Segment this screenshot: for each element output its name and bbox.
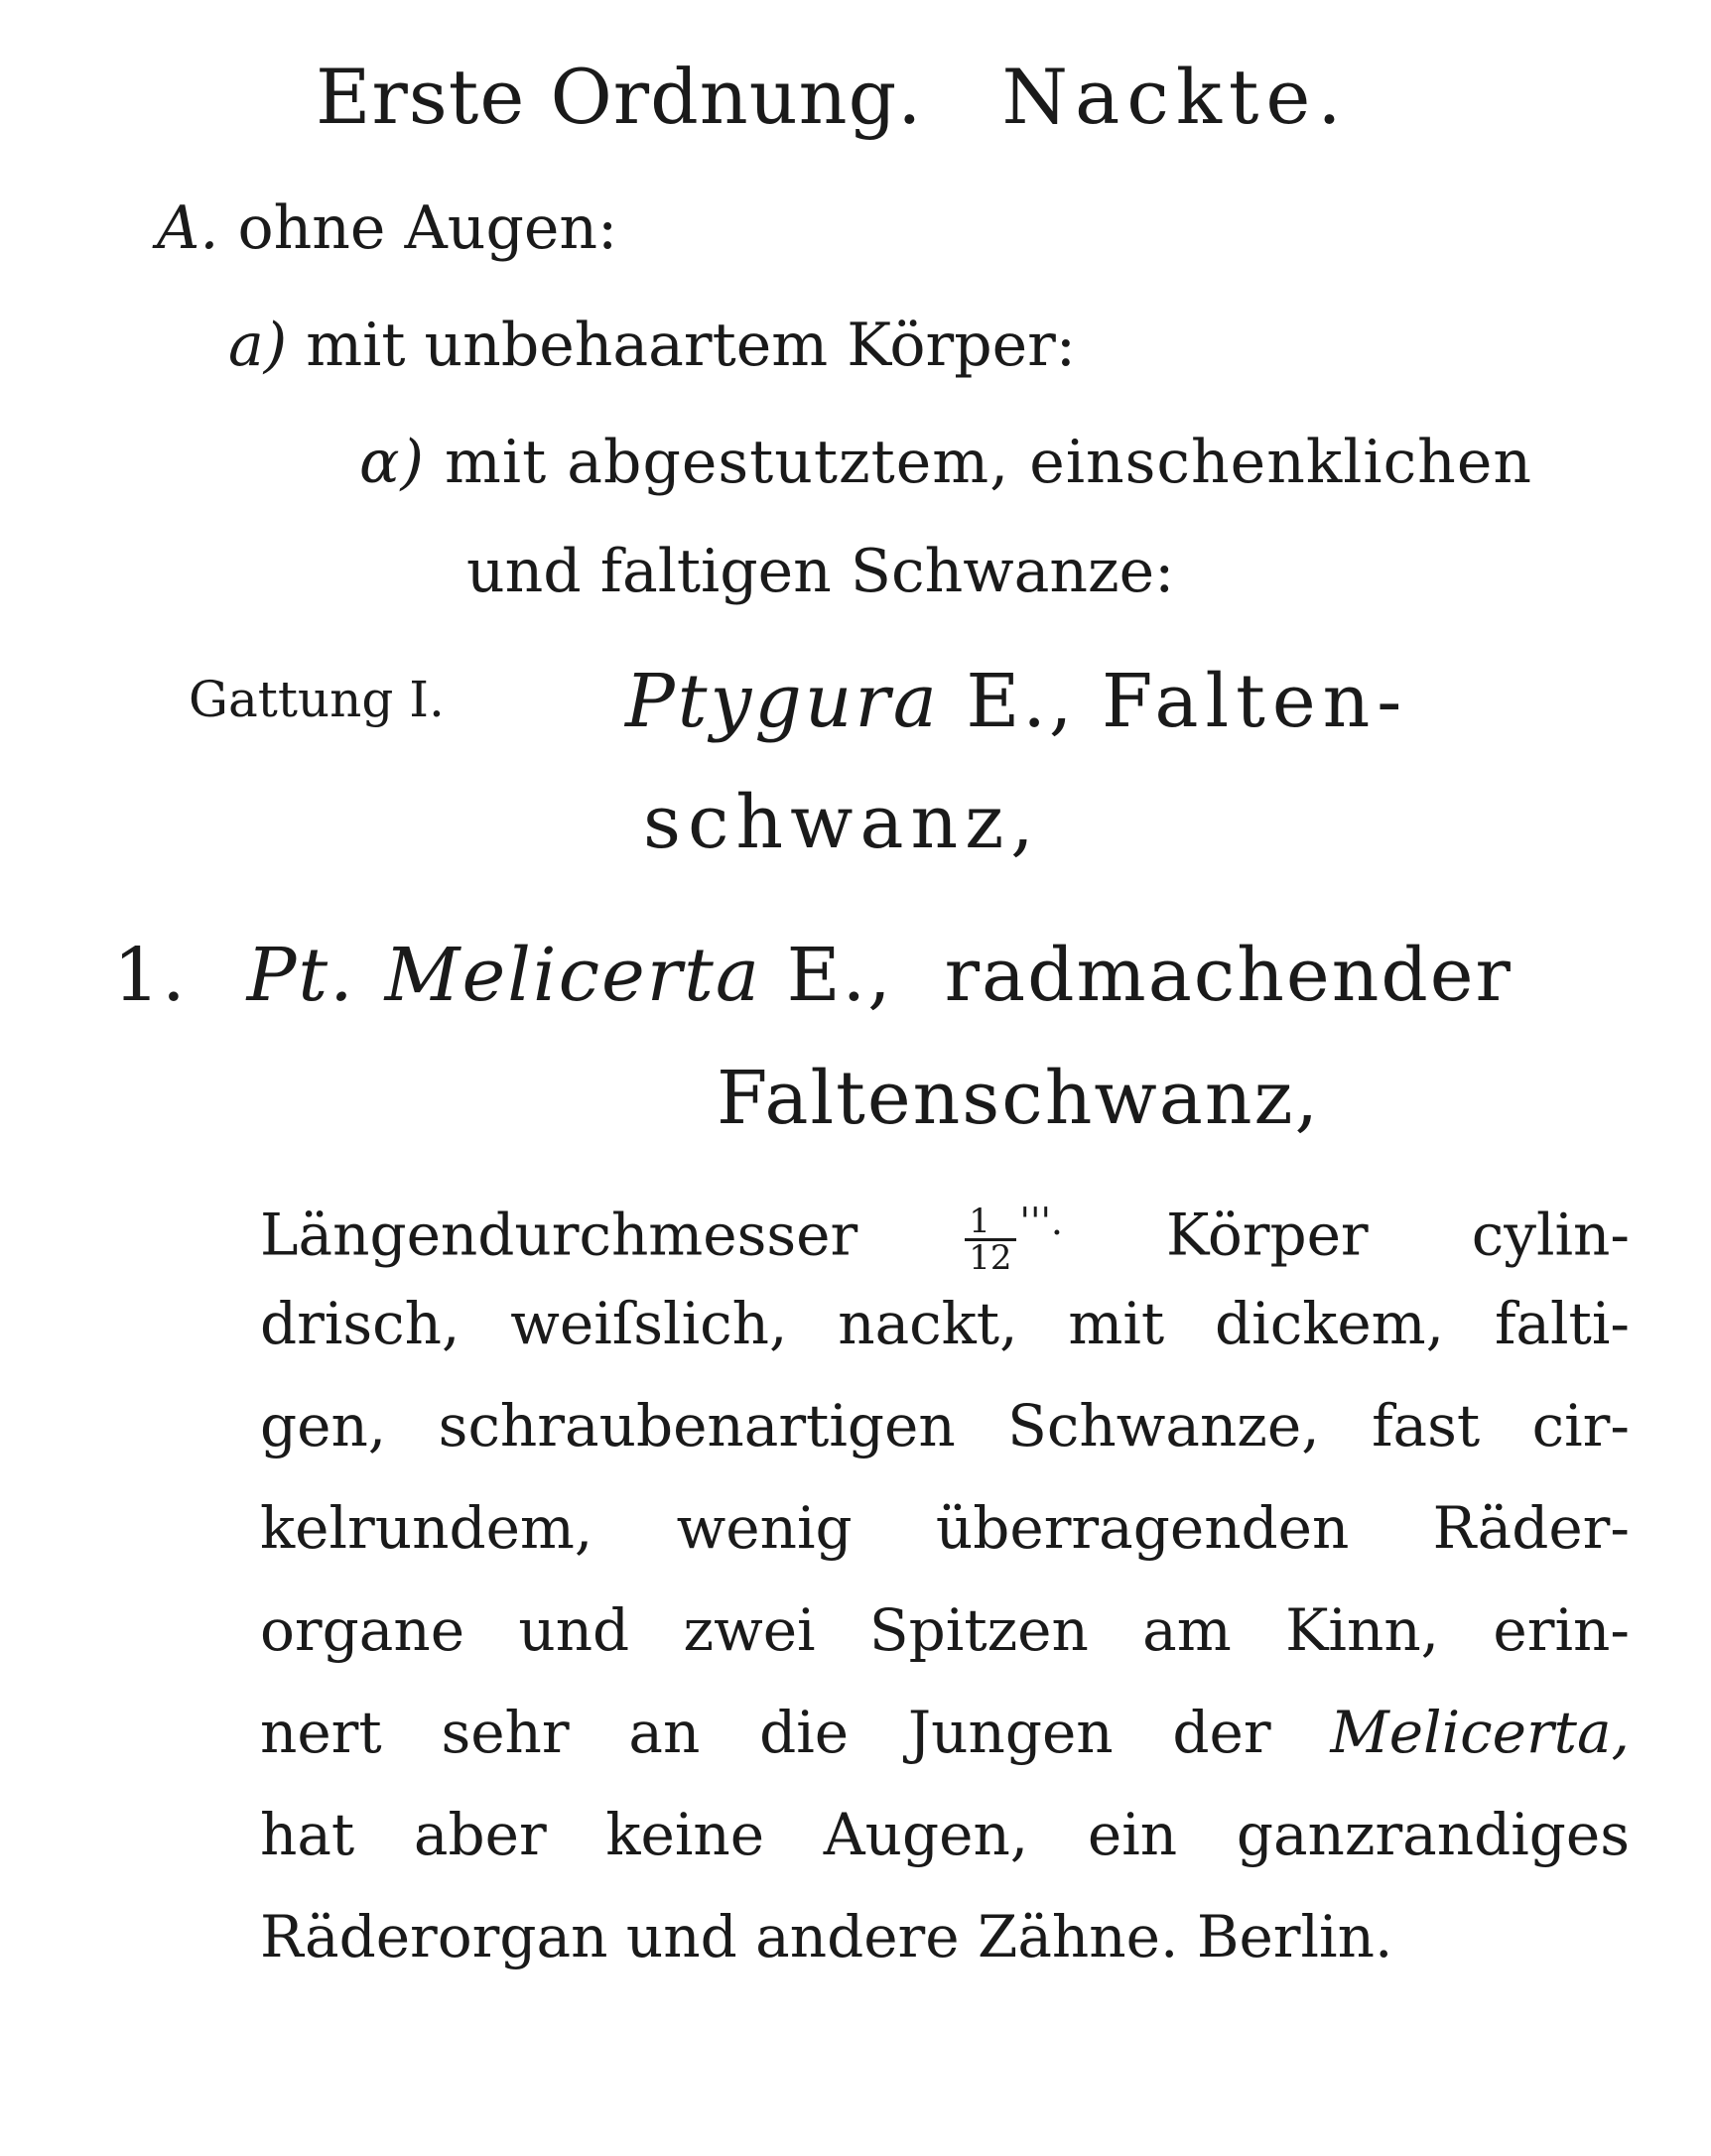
description-line-7: hat aber keine Augen, ein ganzrandiges [260, 1801, 1630, 1868]
section-a [157, 193, 618, 263]
description-line-6 [260, 1682, 1630, 1784]
subsection-a-text: mit unbehaartem Körper: [306, 311, 1077, 380]
genus-name: Ptygura [625, 659, 940, 744]
genus-common-name: Falten- [1102, 659, 1409, 744]
genus-label: Gattung I. [189, 671, 445, 728]
description-line-5: organe und zwei Spitzen am Kinn, erin- [260, 1596, 1630, 1664]
species-common-name-continued: Faltenschwanz, [717, 1056, 1321, 1141]
species-name: Melicerta [384, 933, 762, 1018]
subsection-alpha [359, 428, 1532, 497]
description-line-6-italic: Melicerta, [1330, 1699, 1630, 1766]
subsection-a [228, 311, 1077, 380]
subsection-a-marker: a) [228, 311, 288, 380]
species-description [260, 1171, 1630, 1988]
size-fraction [965, 1201, 1015, 1278]
description-line-3: gen, schraubenartigen Schwanze, fast cir- [260, 1392, 1630, 1459]
species-genus-abbr: Pt. [246, 933, 355, 1018]
subsection-alpha-line1: mit abgestutztem, einschenklichen [445, 428, 1532, 497]
group-title: Nackte. [1001, 53, 1349, 141]
description-line-4: kelrundem, wenig überragenden Räder- [260, 1494, 1630, 1562]
description-lead: Längendurchmesser [260, 1201, 858, 1269]
fraction-numerator: 1 [965, 1205, 1015, 1241]
fraction-denominator: 12 [969, 1237, 1012, 1278]
order-heading [316, 53, 1349, 141]
description-line-8: Räderorgan und andere Zähne. Berlin. [260, 1903, 1393, 1970]
description-line-1-rest: Körper cylin- [1166, 1201, 1631, 1269]
description-line-1 [260, 1171, 1631, 1278]
description-line-2: drisch, weiſslich, nackt, mit dickem, falti- [260, 1290, 1630, 1357]
genus-author: E., [966, 659, 1076, 744]
subsection-alpha-marker: α) [359, 428, 425, 497]
section-a-marker: A. [157, 193, 219, 263]
line-unit: '''. [1019, 1200, 1063, 1243]
species-author: E., [786, 933, 893, 1018]
order-title: Erste Ordnung. [316, 53, 923, 141]
description-line-6-start: nert sehr an die Jungen der [260, 1699, 1271, 1766]
species-heading [113, 933, 1513, 1018]
species-number: 1. [113, 933, 188, 1018]
genus-common-name-continued: schwanz, [643, 780, 1041, 865]
section-a-text: ohne Augen: [237, 193, 618, 263]
genus-heading [625, 659, 1409, 744]
species-common-name: radmachender [944, 933, 1513, 1018]
subsection-alpha-line2: und faltigen Schwanze: [466, 537, 1175, 606]
